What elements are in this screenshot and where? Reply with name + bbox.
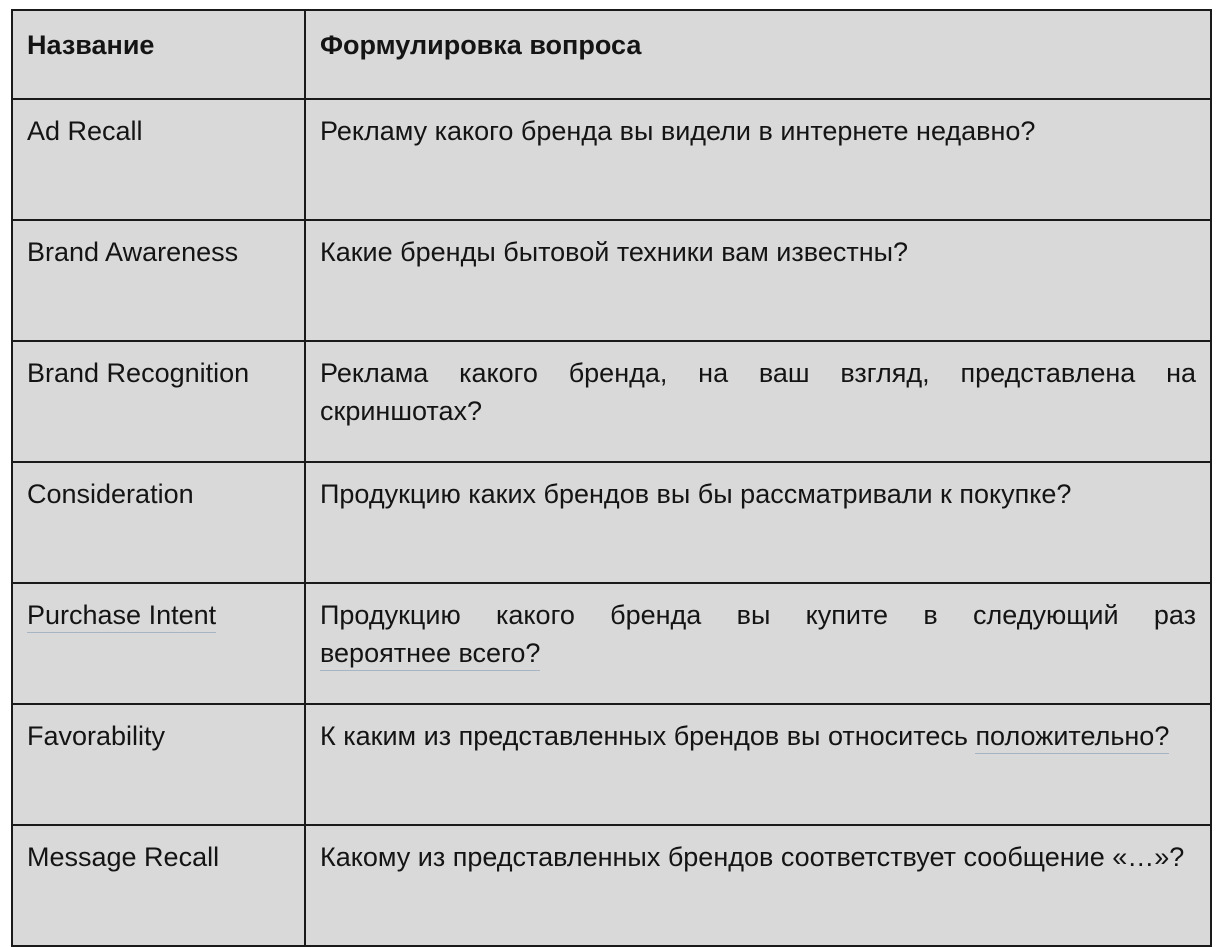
metric-question-link[interactable]: положительно? [975,719,1169,754]
table-row [12,341,1211,462]
table-row [12,220,1211,341]
metric-name: Brand Awareness [12,220,305,341]
table-row [12,825,1211,946]
metric-question: Какие бренды бытовой техники вам известны? [305,220,1211,341]
metrics-table [11,9,1212,947]
metric-question: Рекламу какого бренда вы видели в интернете недавно? [305,99,1211,220]
metrics-table-container [11,9,1210,872]
metric-name: Message Recall [12,825,305,946]
metric-question: Какому из представленных брендов соответствует сообщение «…»? [305,825,1211,946]
table-row [12,704,1211,825]
metric-question-link[interactable]: вероятнее всего? [320,636,540,671]
table-row [12,462,1211,583]
metric-name-cell [12,583,305,704]
table-row [12,99,1211,220]
table-header-row [12,10,1211,99]
metric-question [305,704,1211,825]
metric-question-text: Продукцию какого бренда вы купите в следующий раз [320,600,1196,630]
metric-name: Favorability [12,704,305,825]
metric-name: Brand Recognition [12,341,305,462]
metric-question: Продукцию каких брендов вы бы рассматривали к покупке? [305,462,1211,583]
metric-question [305,583,1211,704]
metric-name: Consideration [12,462,305,583]
metric-question-text: К каким из представленных брендов вы относитесь [320,721,968,751]
metric-question: Реклама какого бренда, на ваш взгляд, представлена на скриншотах? [305,341,1211,462]
metric-name-link[interactable]: Purchase Intent [27,598,216,633]
header-question: Формулировка вопроса [305,10,1211,99]
header-name: Название [12,10,305,99]
table-row [12,583,1211,704]
metric-name: Ad Recall [12,99,305,220]
